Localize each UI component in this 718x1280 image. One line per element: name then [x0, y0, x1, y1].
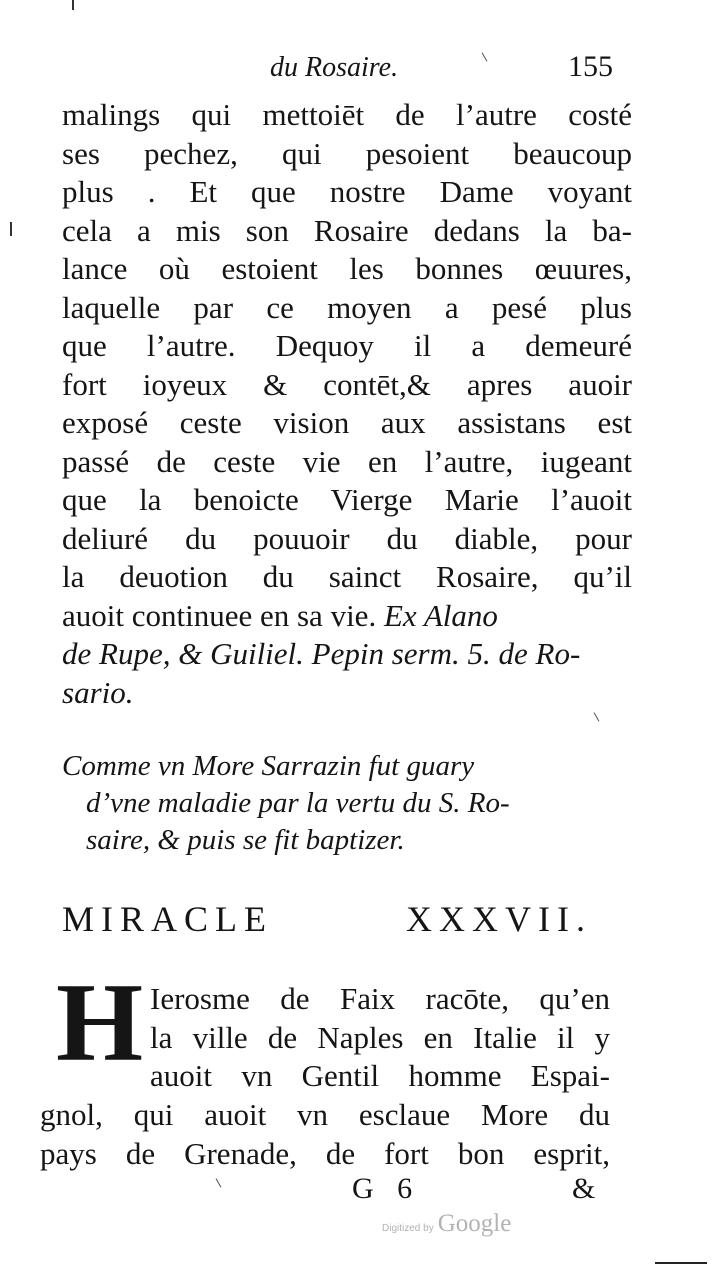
heading-line: Comme vn More Sarrazin fut guary	[62, 750, 475, 782]
miracle-title: MIRACLE XXXVII.	[62, 899, 592, 939]
text-line: passé de ceste vie en l’autre, iugeant	[62, 443, 632, 479]
heading-line: saire, & puis se fit baptizer.	[86, 824, 405, 856]
text-line: laquelle par ce moyen a pesé plus	[62, 289, 632, 325]
signature-mark: G 6	[352, 1172, 421, 1205]
text-line: deliuré du pouuoir du diable, pour	[62, 520, 632, 556]
citation-line: de Rupe, & Guiliel. Pepin serm. 5. de Ro-	[62, 636, 581, 671]
scan-edge-line	[655, 1262, 707, 1264]
citation-line: sario.	[62, 674, 134, 710]
scan-mark	[594, 712, 600, 721]
scan-mark-top	[72, 0, 74, 10]
drop-cap: H	[56, 961, 144, 1085]
running-head: du Rosaire.	[270, 52, 399, 83]
text-line: la deuotion du sainct Rosaire, qu’il	[62, 559, 632, 594]
heading-line: d’vne maladie par la vertu du S. Ro-	[86, 787, 510, 819]
text-line-with-citation	[62, 597, 632, 636]
text-line: Ierosme de Faix racōte, qu’en	[150, 981, 610, 1016]
text-line: que l’autre. Dequoy il a demeuré	[62, 328, 632, 363]
body-text	[62, 96, 632, 712]
paragraph-continuation	[40, 1096, 610, 1173]
text-line: malings qui mettoiēt de l’autre costé	[62, 97, 632, 132]
text-line: exposé ceste vision aux assistans est	[62, 405, 632, 440]
text-line: auoit continuee en sa vie.	[62, 597, 377, 633]
text-line: cela a mis son Rosaire dedans la ba-	[62, 212, 632, 248]
chapter-heading	[62, 748, 622, 859]
google-logo: Google	[437, 1210, 512, 1237]
text-line: que la benoicte Vierge Marie l’auoit	[62, 482, 632, 517]
text-line: ses pechez, qui pesoient beaucoup	[62, 135, 632, 171]
scan-mark	[482, 52, 488, 61]
text-line: la ville de Naples en Italie il y	[150, 1019, 610, 1055]
paragraph-opening	[150, 980, 610, 1096]
text-line: gnol, qui auoit vn esclaue More du	[40, 1097, 610, 1132]
text-line: pays de Grenade, de fort bon esprit,	[40, 1135, 610, 1171]
text-line: plus . Et que nostre Dame voyant	[62, 174, 632, 209]
watermark-prefix: Digitized by	[382, 1223, 434, 1234]
scan-mark	[216, 1178, 222, 1187]
catchword: &	[572, 1172, 596, 1205]
citation-start: Ex Alano	[383, 597, 498, 633]
scan-mark-left	[10, 222, 12, 236]
text-line: fort ioyeux & contēt,& apres auoir	[62, 366, 632, 402]
text-line: auoit vn Gentil homme Espai-	[150, 1058, 610, 1093]
page-number: 155	[568, 50, 613, 83]
digitized-watermark	[382, 1210, 511, 1238]
text-line: lance où estoient les bonnes œuures,	[62, 251, 632, 286]
